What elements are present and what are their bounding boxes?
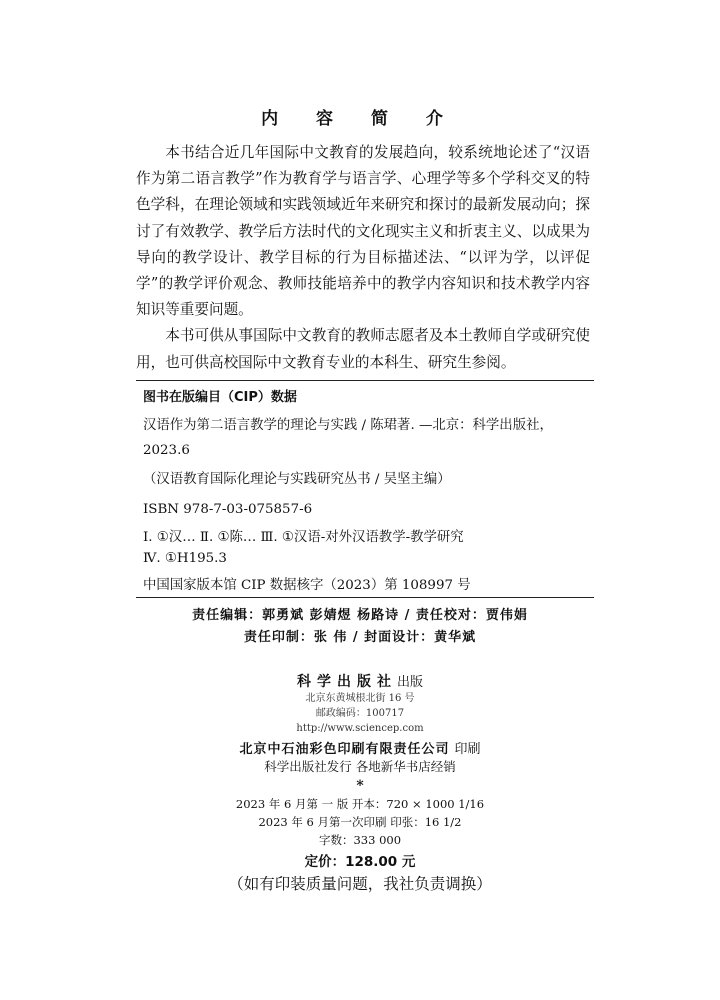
publisher-line xyxy=(0,671,720,691)
cip-title-line: 汉语作为第二语言教学的理论与实践 / 陈珺著. —北京：科学出版社， xyxy=(143,418,553,433)
summary-title: 内 容 简 介 xyxy=(261,109,459,129)
summary-body xyxy=(136,140,590,376)
distribution-line: 科学出版社发行 各地新华书店经销 xyxy=(264,759,456,774)
printer-line xyxy=(0,738,720,757)
word-count: 字数：333 000 xyxy=(318,833,402,847)
cip-record-number: 中国国家版本馆 CIP 数据核字（2023）第 108997 号 xyxy=(143,578,471,593)
editor-credits: 责任编辑：郭勇斌 彭婧煜 杨路诗 / 责任校对：贾伟娟 xyxy=(192,608,528,623)
publisher-postcode: 邮政编码：100717 xyxy=(315,708,405,719)
cip-classification-2: Ⅳ. ①H195.3 xyxy=(143,551,227,566)
summary-paragraph: 本书可供从事国际中文教育的教师志愿者及本土教师自学或研究使用，也可供高校国际中文教育专业的本科生、研究生参阅。 xyxy=(136,327,590,371)
cip-classification: Ⅰ. ①汉… Ⅱ. ①陈… Ⅲ. ①汉语-对外汉语教学-教学研究 xyxy=(143,530,464,545)
printer-suffix: 印刷 xyxy=(454,742,481,757)
publisher-website: http://www.sciencep.com xyxy=(296,723,424,734)
cip-series: （汉语教育国际化理论与实践研究丛书 / 吴坚主编） xyxy=(143,472,451,487)
cip-bottom-rule xyxy=(136,597,594,598)
quality-notice: （如有印装质量问题，我社负责调换） xyxy=(228,875,492,893)
cip-title-line-2: 2023.6 xyxy=(143,443,190,458)
production-credits: 责任印制：张 伟 / 封面设计：黄华斌 xyxy=(243,630,477,645)
publisher-suffix: 出版 xyxy=(396,675,423,690)
edition-line: 2023 年 6 月第 一 版 开本：720 × 1000 1/16 xyxy=(235,797,485,811)
printer-name: 北京中石油彩色印刷有限责任公司 xyxy=(239,742,450,757)
cip-top-rule xyxy=(136,380,594,381)
summary-paragraph: 本书结合近几年国际中文教育的发展趋向，较系统地论述了“汉语作为第二语言教学”作为教育学与语言学、心理学等多个学科交叉的特色学科，在理论领域和实践领域近年来研究和探讨的最新发展动向；探讨了有效教学、教学后方法时代的文化现实主义和折衷主义、以成果为导向的教学设计、教学目标的行为目标描述法、“以评为学，以评促学”的教学评价观念、教师技能培养中的教学内容知识和技术教学内容知识等重要问题。 xyxy=(136,144,590,319)
price: 定价：128.00 元 xyxy=(304,854,416,870)
publisher-address: 北京东黄城根北街 16 号 xyxy=(305,693,415,704)
separator-star: * xyxy=(356,778,364,794)
printing-line: 2023 年 6 月第一次印刷 印张：16 1/2 xyxy=(258,815,462,829)
cip-isbn: ISBN 978-7-03-075857-6 xyxy=(143,502,313,517)
publisher-name: 科学出版社 xyxy=(296,674,397,690)
cip-heading: 图书在版编目（CIP）数据 xyxy=(143,390,297,405)
